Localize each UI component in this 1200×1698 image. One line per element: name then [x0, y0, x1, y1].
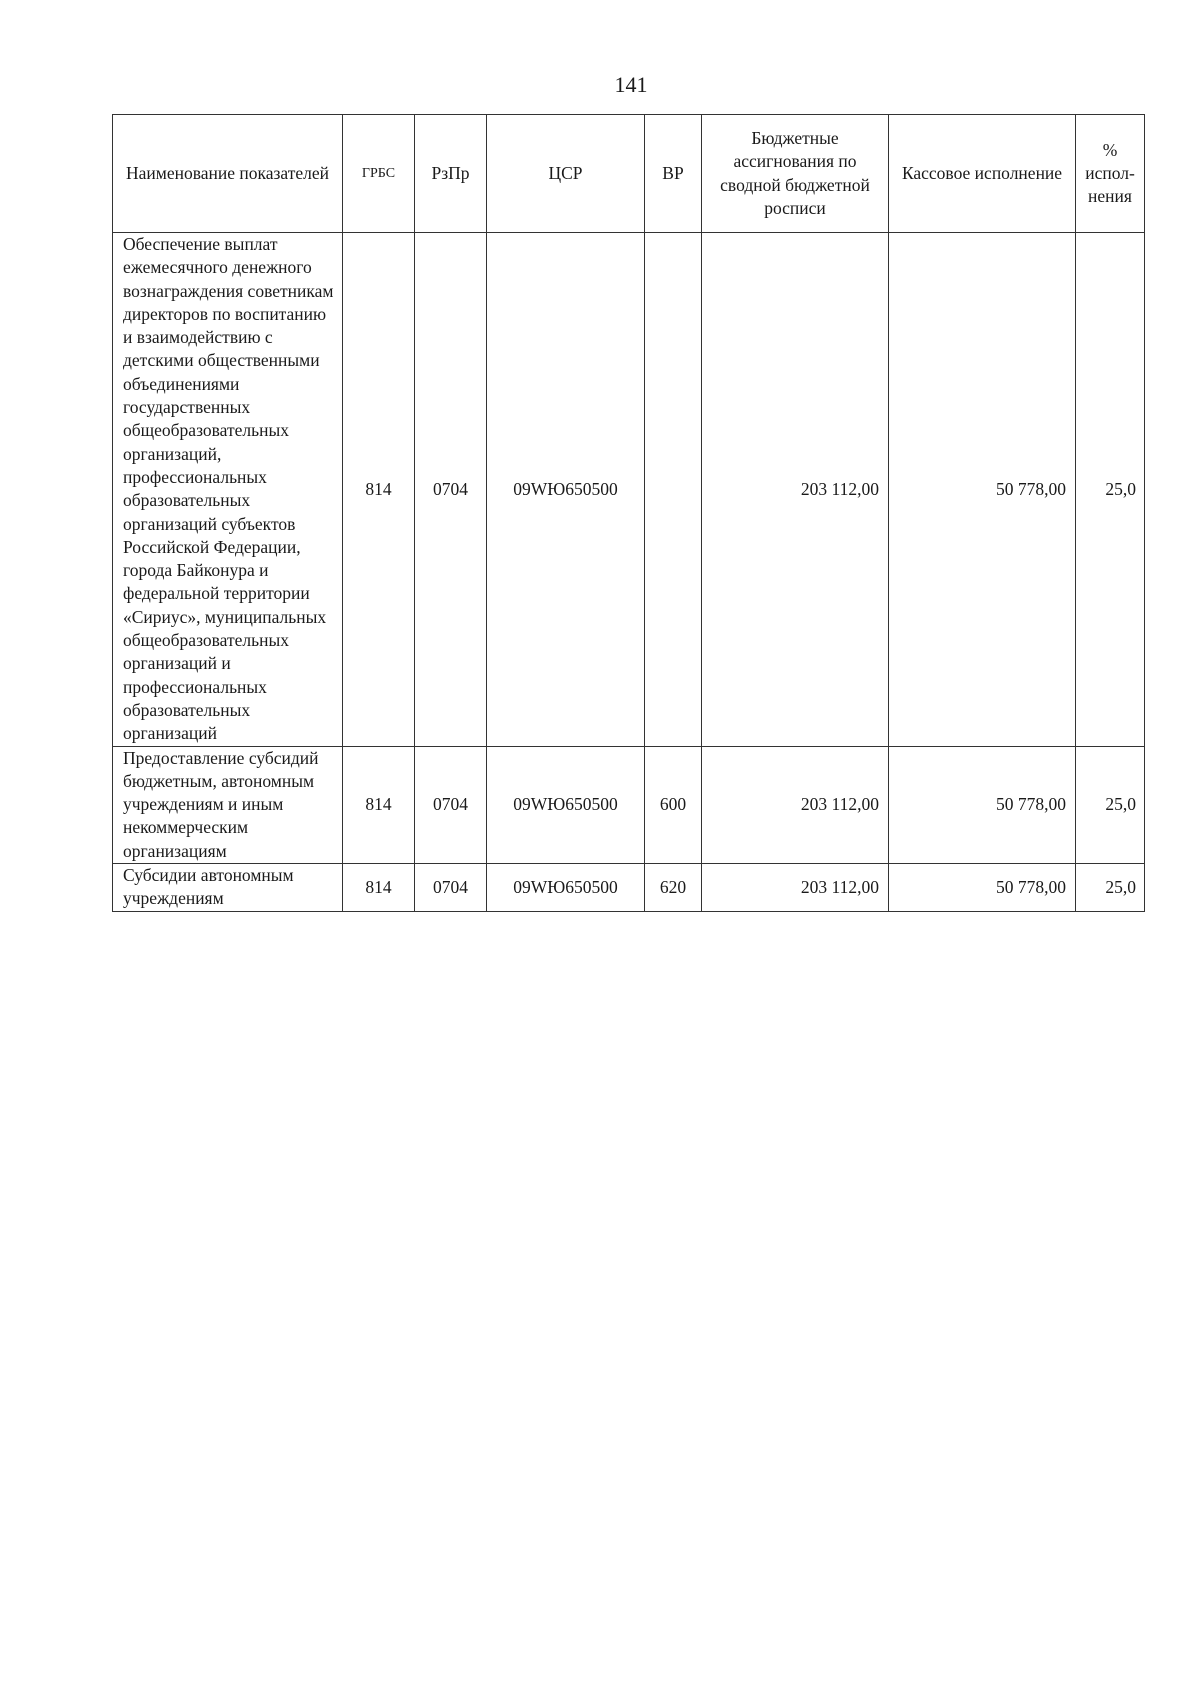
- row-percent-execution: 25,0: [1076, 233, 1145, 747]
- budget-execution-table: [112, 114, 1145, 912]
- header-assignments: Бюджетные ассигнования по сводной бюджетной росписи: [702, 115, 889, 233]
- row-name: Предоставление субсидий бюджетным, автономным учреждениям и иным некоммерческим организациям: [113, 746, 343, 863]
- header-cash-execution: Кассовое исполнение: [889, 115, 1076, 233]
- row-assignments: 203 112,00: [702, 233, 889, 747]
- row-vr: [645, 233, 702, 747]
- row-grbs: 814: [343, 233, 415, 747]
- table-row: [113, 746, 1145, 863]
- row-cash-execution: 50 778,00: [889, 864, 1076, 912]
- row-assignments: 203 112,00: [702, 746, 889, 863]
- row-cash-execution: 50 778,00: [889, 233, 1076, 747]
- header-rzpr: РзПр: [415, 115, 487, 233]
- header-csr: ЦСР: [487, 115, 645, 233]
- table-row: [113, 233, 1145, 747]
- row-grbs: 814: [343, 746, 415, 863]
- row-csr: 09WЮ650500: [487, 746, 645, 863]
- table-header-row: [113, 115, 1145, 233]
- row-percent-execution: 25,0: [1076, 746, 1145, 863]
- header-vr: ВР: [645, 115, 702, 233]
- row-rzpr: 0704: [415, 233, 487, 747]
- header-name: Наименование показателей: [113, 115, 343, 233]
- row-csr: 09WЮ650500: [487, 864, 645, 912]
- row-vr: 600: [645, 746, 702, 863]
- row-rzpr: 0704: [415, 746, 487, 863]
- row-assignments: 203 112,00: [702, 864, 889, 912]
- row-rzpr: 0704: [415, 864, 487, 912]
- row-vr: 620: [645, 864, 702, 912]
- row-name: Обеспечение выплат ежемесячного денежного вознаграждения советникам директоров по воспитанию и взаимодействию с детскими общественными объединениями государственных общеобразовательных организаций, профессиональных образовательных организаций субъектов Российской Федерации, города Байконура и федеральной территории «Сириус», муниципальных общеобразовательных организаций и профессиональных образовательных организаций: [113, 233, 343, 747]
- header-grbs: ГРБС: [343, 115, 415, 233]
- row-name: Субсидии автономным учреждениям: [113, 864, 343, 912]
- header-percent-execution: % испол-нения: [1076, 115, 1145, 233]
- row-percent-execution: 25,0: [1076, 864, 1145, 912]
- row-grbs: 814: [343, 864, 415, 912]
- row-cash-execution: 50 778,00: [889, 746, 1076, 863]
- page-number: 141: [614, 72, 648, 97]
- table-row: [113, 864, 1145, 912]
- row-csr: 09WЮ650500: [487, 233, 645, 747]
